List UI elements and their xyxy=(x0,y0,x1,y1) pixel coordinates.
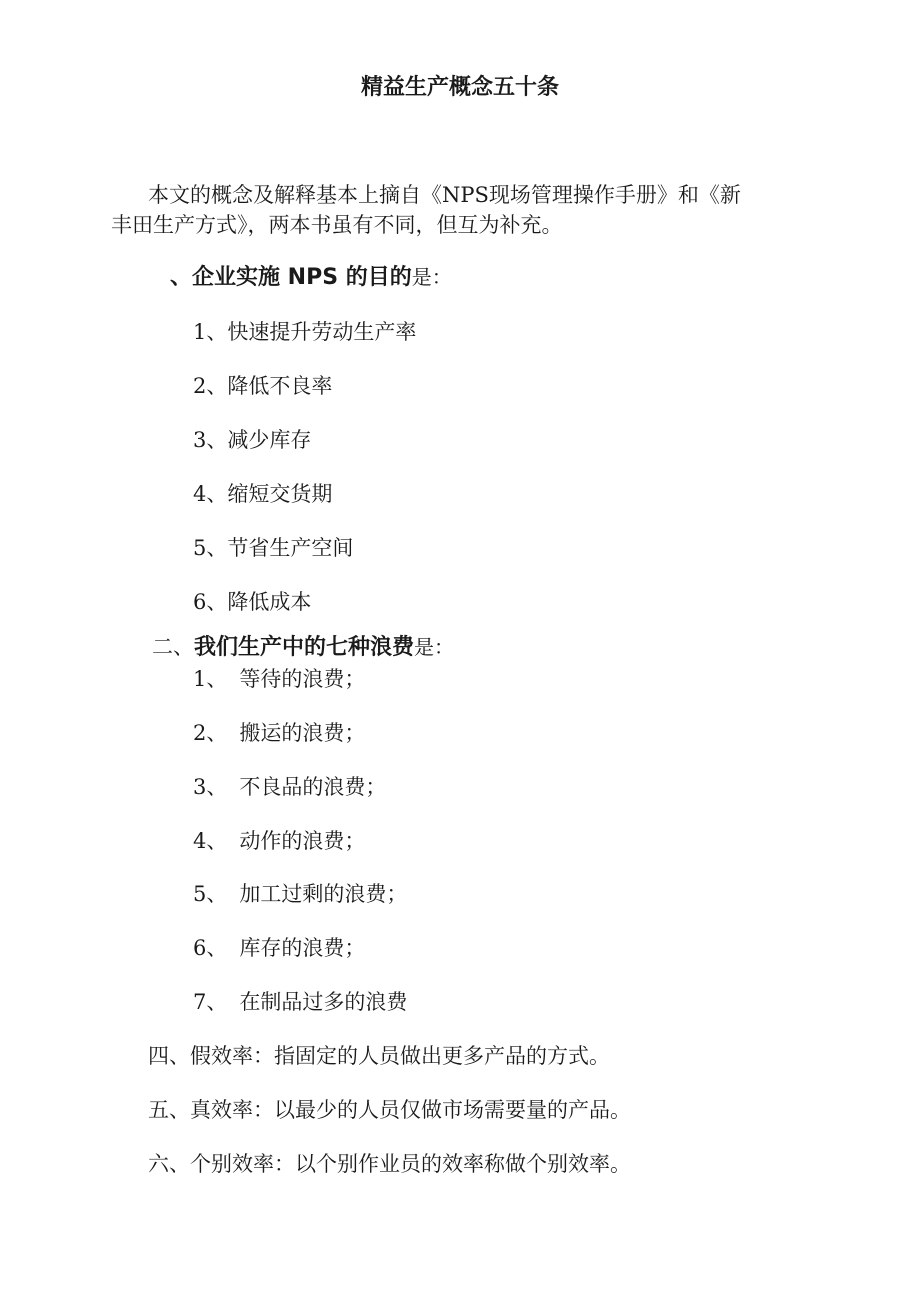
intro-line-1: 本文的概念及解释基本上摘自《NPS现场管理操作手册》和《新 xyxy=(148,183,741,207)
section2-item-number: 5、 xyxy=(193,882,228,906)
section2-item-number: 7、 xyxy=(193,990,228,1014)
section2-item xyxy=(193,719,365,747)
section1-item: 6、降低成本 xyxy=(193,590,312,614)
section2-item xyxy=(193,773,386,801)
section2-item-number: 2、 xyxy=(193,721,228,745)
section2-item-text: 库存的浪费； xyxy=(239,936,366,960)
section2-item-text: 在制品过多的浪费 xyxy=(239,990,408,1014)
section2-item xyxy=(193,827,365,855)
section2-item xyxy=(193,934,365,962)
section2-item-text: 不良品的浪费； xyxy=(239,775,387,799)
section2-item-text: 加工过剩的浪费； xyxy=(239,882,408,906)
document-title: 精益生产概念五十条 xyxy=(360,75,559,100)
section2-heading-tail: 是： xyxy=(414,635,455,659)
section2-item-number: 4、 xyxy=(193,829,228,853)
section2-heading-bold: 我们生产中的七种浪费 xyxy=(194,635,415,660)
section1-heading xyxy=(170,262,452,293)
section2-item xyxy=(193,880,407,908)
section2-item-number: 3、 xyxy=(193,775,228,799)
section1-item: 5、节省生产空间 xyxy=(193,536,354,560)
section1-item: 3、减少库存 xyxy=(193,428,312,452)
section2-item xyxy=(193,988,407,1016)
definition-paragraph: 四、假效率：指固定的人员做出更多产品的方式。 xyxy=(148,1044,610,1068)
section1-heading-bold: 、企业实施 NPS 的目的 xyxy=(170,265,412,290)
section2-item-text: 等待的浪费； xyxy=(239,667,366,691)
section2-heading xyxy=(152,632,454,663)
definition-paragraph: 六、个别效率：以个别作业员的效率称做个别效率。 xyxy=(148,1152,631,1176)
section2-item-number: 6、 xyxy=(193,936,228,960)
section2-item-text: 搬运的浪费； xyxy=(239,721,366,745)
section1-heading-tail: 是： xyxy=(411,265,452,289)
section1-item: 1、快速提升劳动生产率 xyxy=(193,320,417,344)
section2-item-text: 动作的浪费； xyxy=(239,829,366,853)
definition-paragraph: 五、真效率：以最少的人员仅做市场需要量的产品。 xyxy=(148,1098,631,1122)
intro-line-2: 丰田生产方式》，两本书虽有不同，但互为补充。 xyxy=(111,213,563,237)
section2-item-number: 1、 xyxy=(193,667,228,691)
section1-item: 4、缩短交货期 xyxy=(193,482,333,506)
section1-item: 2、降低不良率 xyxy=(193,374,333,398)
section2-heading-prefix: 二、 xyxy=(152,635,194,659)
section2-item xyxy=(193,665,365,693)
